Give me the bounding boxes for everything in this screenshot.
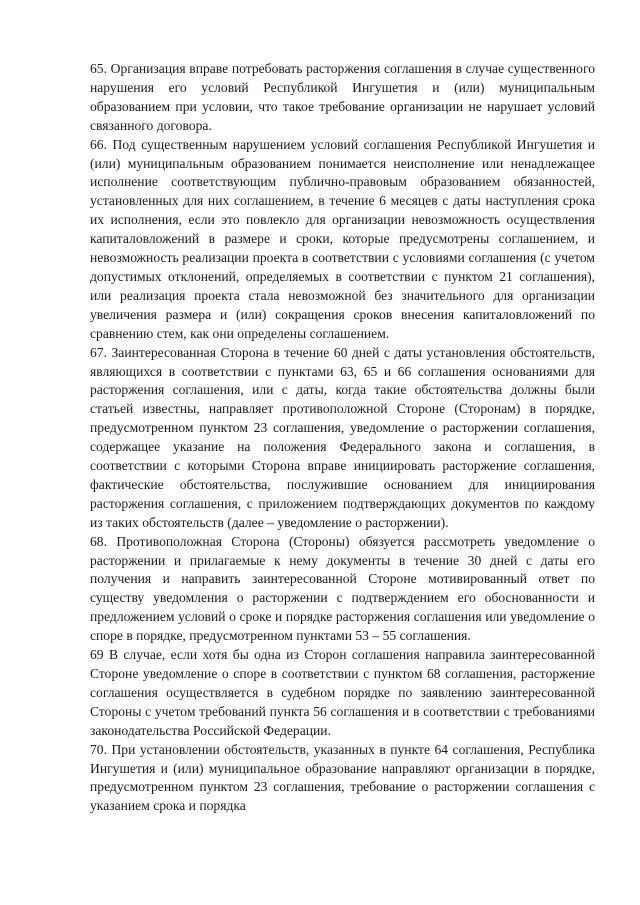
- paragraph-65: 65. Организация вправе потребовать расторжения соглашения в случае существенного нарушения его условий Республикой Ингушетия и (или) муниципальным образованием при условии, что такое требование организации не нарушает условий связанного договора.: [90, 61, 595, 133]
- paragraph-68: 68. Противоположная Сторона (Стороны) обязуется рассмотреть уведомление о расторжении и прилагаемые к нему документы в течение 30 дней с даты его получения и направить заинтересованной Стороне мотивированный ответ по существу уведомления о расторжении с подтверждением его обоснованности и предложением условий о сроке и порядке расторжения соглашения или уведомление о споре в порядке, предусмотренном пунктами 53 – 55 соглашения.: [90, 533, 595, 644]
- document-page: [90, 60, 595, 816]
- paragraph-67: 67. Заинтересованная Сторона в течение 60 дней с даты установления обстоятельств, являющихся в соответствии с пунктами 63, 65 и 66 соглашения основаниями для расторжения соглашения, или с даты, когда такие обстоятельства должны были статьей известны, направляет противоположной Стороне (Сторонам) в порядке, предусмотренном пунктом 23 соглашения, уведомление о расторжении соглашения, содержащее указание на положения Федерального закона и соглашения, в соответствии с которыми Сторона вправе инициировать расторжение соглашения, фактические обстоятельства, послужившие основанием для инициирования расторжения соглашения, с приложением подтверждающих документов по каждому из таких обстоятельств (далее – уведомление о расторжении).: [90, 344, 595, 530]
- paragraph-69: 69 В случае, если хотя бы одна из Сторон соглашения направила заинтересованной Стороне уведомление о споре в соответствии с пунктом 68 соглашения, расторжение соглашения осуществляется в судебном порядке по заявлению заинтересованной Стороны с учетом требований пункта 56 соглашения и в соответствии с требованиями законодательства Российской Федерации.: [90, 647, 595, 738]
- paragraph-70: 70. При установлении обстоятельств, указанных в пункте 64 соглашения, Республика Ингушетия и (или) муниципальное образование направляют организации в порядке, предусмотренном пунктом 23 соглашения, требование о расторжении соглашения с указанием срока и порядка: [90, 741, 595, 814]
- paragraph-66: 66. Под существенным нарушением условий соглашения Республикой Ингушетия и (или) муниципальным образованием понимается неисполнение или ненадлежащее исполнение соответствующим публично-правовым образованием обязанностей, установленных для них соглашением, в течение 6 месяцев с даты наступления срока их исполнения, если это повлекло для организации невозможность осуществления капиталовложений в размере и сроки, которые предусмотрены соглашением, и невозможность реализации проекта в соответствии с условиями соглашения (с учетом допустимых отклонений, определяемых в соответствии с пунктом 21 соглашения), или реализация проекта стала невозможной без значительного для организации увеличения размера и (или) сокращения сроков внесения капиталовложений по сравнению стем, как они определены соглашением.: [90, 136, 595, 341]
